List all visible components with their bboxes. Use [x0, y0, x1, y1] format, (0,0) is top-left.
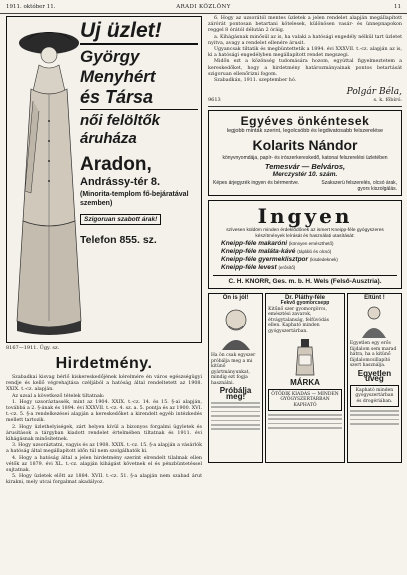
- header-page-number: 11: [394, 4, 401, 10]
- shop-ad-location-note: (Minorita-templom fő-bejáratával szemben): [80, 191, 189, 207]
- shop-ad-goods: női felöltők: [80, 112, 160, 129]
- volunteer-ad-left-note: Képes árjegyzék ingyen és bérmentve.: [213, 179, 300, 186]
- small-ad-box: Kapható minden gyógyszertárban és drogériában.: [350, 385, 399, 408]
- notice-place-date: Szabadkán, 1911. szeptember hó.: [214, 78, 297, 84]
- bottle-icon: [290, 337, 320, 377]
- notice-paragraph: Ugyancsak tiltatik és megbüntettetik a 1894. évi XXXVII. t.-cz. alapján az is, ki a hatósági engedélyben megállapított rendet megszegi.: [208, 47, 402, 59]
- ingyen-ad-item: [221, 248, 397, 256]
- small-ad-headline: Egyetlen üveg: [357, 368, 392, 384]
- volunteer-ad-city: Temesvár — Belváros,: [264, 161, 346, 171]
- notice-paragraph: 2. Hogy üzlethelyiségek, zárt helyen kívül a bizonyos forgalmi ügyletek és árusítások a tárgyban kiadott rendelet értelmében tiltatnak és 1911. évi kihágásnak minősítetnek.: [6, 424, 202, 443]
- ingyen-ad-company: C. H. KNORR, Ges. m. b. H. Wels (Felső-Ausztria).: [213, 275, 397, 285]
- signature-title: s. k. főbíró.: [373, 97, 402, 104]
- ingyen-advertisement: [208, 200, 402, 289]
- small-ad-headline: Próbálja meg!: [219, 386, 252, 401]
- notice-paragraph: Midőn ezt a közönség tudomására hozom, egyúttal figyelmeztetem a kereskedőket, hogy a hirdetmény határozmányainak pontos betartását szigoruan ellenőrizni fogom.: [208, 59, 402, 77]
- right-column: [208, 16, 402, 463]
- small-ad-body: Kitűnő szer gyomorgörcs, emésztési zavarok, étvágytalanság, felfúvódás ellen. Kapható minden gyógyszertárban.: [268, 306, 329, 334]
- lady-illustration: [11, 21, 85, 339]
- notice-title: Hirdetmény.: [55, 355, 153, 372]
- ingyen-ad-item-note: (tápláló és olcsó): [297, 248, 332, 254]
- shop-advertisement: [6, 16, 202, 343]
- ingyen-ad-item-name: Kneipp-féle maláta-kávé: [221, 247, 296, 255]
- notice-paragraph: Szabadkai kisvag bérlő kiskereskedőjének kérelmére én város egészségügyi rendje és kellő végrehajtása czéljából a hatóság által rendeltetett az 1908. XXIX. t.-cz. alapján.: [6, 375, 202, 393]
- ingyen-ad-item-note: (kisdedeknek): [309, 256, 338, 262]
- header-masthead: ARADI KÖZLÖNY: [176, 4, 231, 10]
- signature: Polgár Béla,: [346, 87, 402, 98]
- small-ad-fine-print: [350, 410, 399, 425]
- volunteer-ad-subtitle: legjobb minták szerint, legolcsóbb és legdivatosabb felszerelése: [226, 128, 384, 135]
- notice-number: 9613: [208, 97, 221, 104]
- volunteer-ad-description: könyvnyomdája, papír- és irószerkereskedő, katonai felszerelési üzletében: [222, 155, 388, 162]
- shop-ad-city: Aradon,: [80, 154, 152, 175]
- shop-ad-company: és Társa: [80, 86, 154, 107]
- notice-paragraph: 5. Hogy üzletek előtt az 1884. XVII. t.-cz. 51. §-a alapján nem szabad árut kirakni, mely utcai forgalmat akadályoz.: [6, 474, 202, 486]
- notice-reference: 8167—1911. Ügy. sz.: [6, 345, 60, 351]
- shop-ad-owner-last: Menyhért: [80, 66, 156, 86]
- shop-ad-owner-first: György: [80, 46, 140, 66]
- ingyen-ad-item-name: Kneipp-féle levest: [221, 263, 277, 271]
- small-ad-title: Dr. Pláthy-féle: [284, 294, 325, 301]
- ingyen-ad-item-name: Kneipp-féle gyermeklisztpor: [221, 255, 309, 263]
- volunteer-ad-firm: Kolarits Nándor: [252, 137, 358, 154]
- divider: [208, 106, 402, 107]
- ingyen-ad-item-note: (könnyen emészthető): [288, 240, 334, 246]
- figure-illustration-icon: [354, 304, 394, 338]
- small-ad-title: Ön is jól!: [222, 294, 249, 301]
- small-ad-fine-print: [211, 402, 260, 430]
- ingyen-ad-item: [221, 240, 397, 248]
- volunteer-advertisement: [208, 110, 402, 196]
- small-ad-fine-print: [268, 414, 342, 429]
- small-ad-box: ÖTÖDIK KIADÁS — MINDEN GYÓGYSZERTÁRBAN KAPHATÓ: [268, 389, 342, 412]
- volunteer-ad-right-note: Szakszerü felszerelés, olcsó árak, gyors kiszolgálás.: [321, 179, 397, 192]
- notice-paragraph: 4. Hogy a hatóság által a jelen hirdetmény szerint elrendelt tilalmak ellen vétők az 1879. évi XL. t.-cz. alapján kihágást követnek el és pénzbüntetéssel sujtatnak.: [6, 455, 202, 474]
- small-ad: [347, 293, 402, 463]
- ingyen-ad-title: Ingyen: [257, 203, 353, 228]
- man-portrait-icon: [214, 304, 258, 350]
- notice-paragraph: Az uzsal a következő tételek tiltatnak:: [12, 393, 105, 399]
- notice-paragraph: 6. Hogy az uzsorától mentes üzletek a jelen rendelet alapján megállapított zárórát pontosan betartani kötelesek, különösen vasár- és ünnepnapokon reggel 8 órától délután 2 óráig.: [208, 16, 402, 34]
- header-date: 1911. október 11.: [6, 4, 56, 10]
- ingyen-ad-item-note: (erősítő): [278, 264, 296, 270]
- small-ad-title: Eltünt !: [364, 294, 385, 301]
- shop-ad-text: [80, 19, 198, 246]
- small-ads-row: [208, 293, 402, 463]
- ingyen-ad-intro: szívesen küldöm minden érdeklődőnek az ismert Kneipp-féle gyógyszeres készítmények leírását és használati utasítását:: [226, 227, 384, 239]
- shop-ad-address: Andrássy-tér 8.: [80, 176, 161, 188]
- small-ad-subtitle: Fekvő gyomorcsepp: [280, 300, 330, 307]
- notice-paragraph: 3. Hogy uzsoráztatni, vagyis és az 1908. XXIX. t.-cz. 15. §-a alapján a vásárlók a hatóság által megállapított időn túl nem szolgálhatók ki.: [6, 443, 202, 455]
- shop-ad-slogan: Szigoruan szabott árak!: [80, 214, 161, 225]
- small-ad: [265, 293, 345, 463]
- notice-paragraph: 1. Hogy uzsoráztassék, mint az 1904. XXIX. t.-cz. 14. és 15. §-ai alapján, továbbá a 2. §-ának és 1894. évi XXXVII. t.-cz. 4. sz. a. 5. pontja és az 1900. XVI. t.-cz. 5. §-a rendelkezései alapján a kereskedőket a kirendelt egyéb intézkedés mellett tartozik.: [6, 399, 202, 424]
- notice-body: [6, 375, 202, 487]
- notice-paragraph: a. Kihágásnak minősül az is, ha valaki a hatósági engedély nélkül tart üzletet nyitva, avagy a rendelet ellenére árusit.: [208, 34, 402, 46]
- small-ad-body: Egyetlen egy erős fájdalom sem marad hátra, ha a kitünő fájdalomcsillapító szert használja.: [349, 341, 397, 369]
- divider: [80, 43, 198, 45]
- shop-ad-store: áruháza: [80, 130, 137, 147]
- shop-ad-phone: Telefon 855. sz.: [80, 234, 157, 246]
- ingyen-ad-item: [221, 264, 397, 272]
- ingyen-ad-item: [221, 256, 397, 264]
- signature-row: [208, 84, 402, 103]
- ingyen-ad-item-name: Kneipp-féle makaróni: [221, 239, 288, 247]
- shop-ad-headline: Uj üzlet!: [80, 19, 162, 42]
- small-ad: [208, 293, 263, 463]
- small-ad-headline: MÁRKA: [290, 378, 320, 388]
- volunteer-ad-address: Merczystér 10. szám.: [272, 170, 338, 178]
- left-column: [6, 16, 202, 487]
- small-ad-body: Ha ön csak egyszer próbálja meg a mi kitünő gyártmányunkat, mindig ezt fogja használni.: [211, 353, 256, 386]
- divider: [80, 109, 198, 111]
- volunteer-ad-title: Egyéves önkéntesek: [240, 114, 370, 129]
- right-notice-body: [208, 16, 402, 84]
- volunteer-ad-notes: [213, 180, 397, 192]
- page-header: [0, 0, 407, 14]
